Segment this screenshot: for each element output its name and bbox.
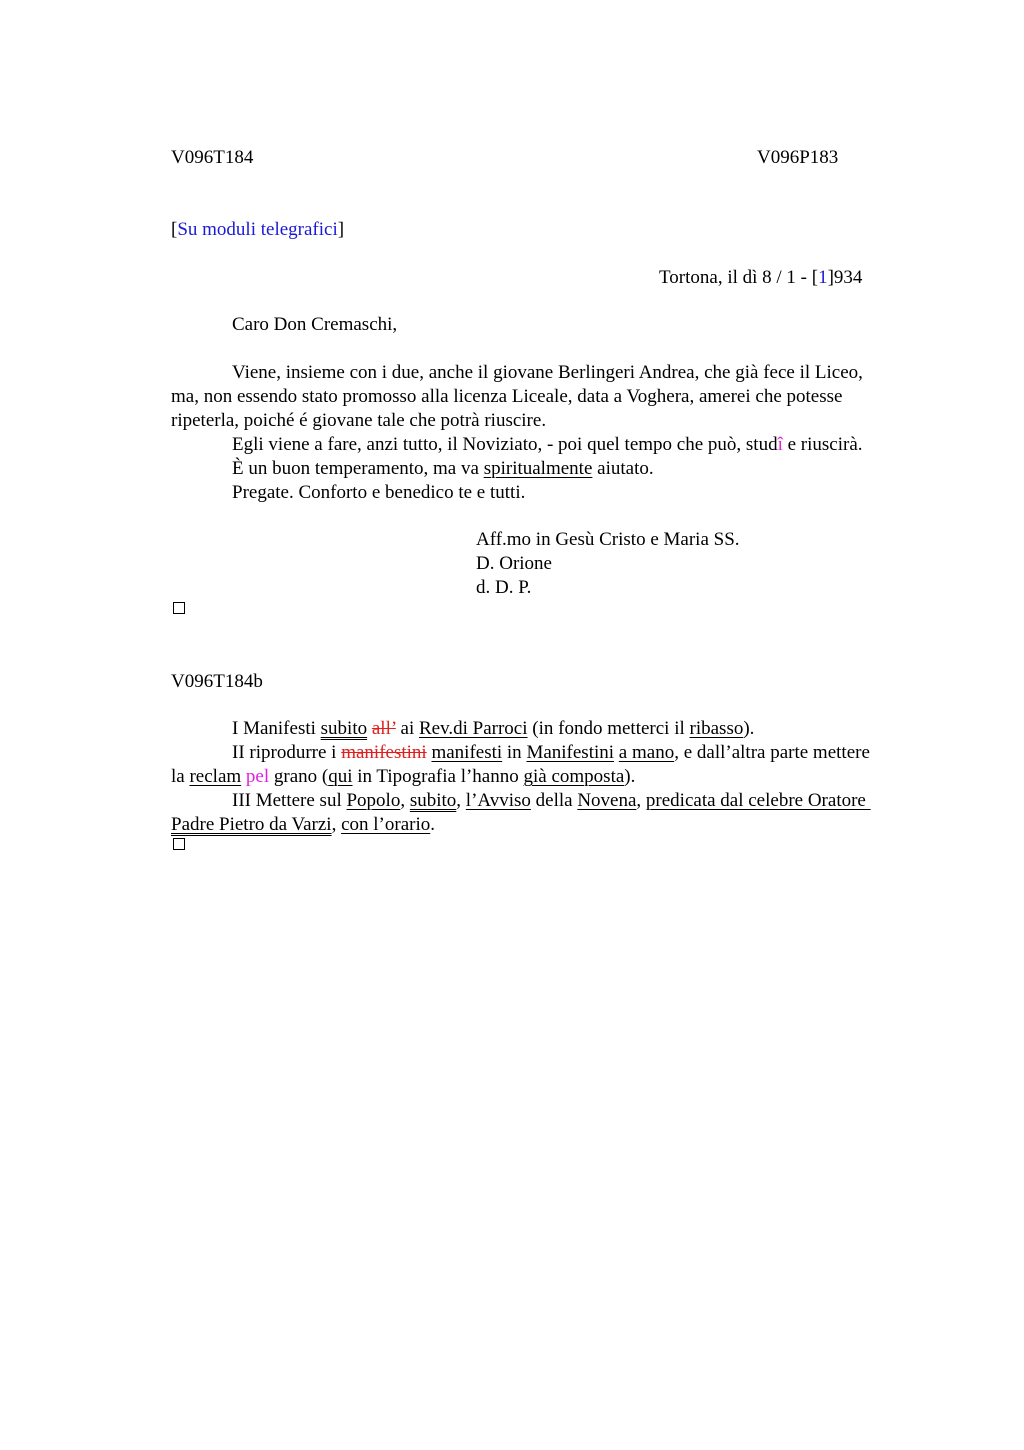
paragraph1-line2: ma, non essendo stato promosso alla licenza Liceale, data a Voghera, amerei che potesse	[171, 386, 843, 407]
s2l4-h: Novena	[577, 790, 637, 811]
end-square-icon	[173, 838, 185, 850]
note-open-bracket: [	[171, 219, 178, 240]
s2l5-a: Padre Pietro da Varzi	[171, 814, 332, 835]
s2l1-b: subito	[320, 718, 368, 739]
s2l3-a: la	[171, 766, 190, 787]
note-close-bracket: ]	[337, 219, 345, 240]
closing-line1: Aff.mo in Gesù Cristo e Maria SS.	[476, 529, 740, 550]
s2l4-i: ,	[636, 790, 646, 811]
section2-line3	[171, 765, 635, 789]
checkbox-square-icon	[173, 602, 185, 614]
editor-note	[171, 218, 344, 242]
s2l4-g: della	[530, 790, 578, 811]
paragraph3	[232, 457, 654, 481]
s2l3-e: grano (	[269, 766, 329, 787]
s2l5-d: .	[430, 814, 435, 835]
s2l4-f: l’Avviso	[465, 790, 531, 811]
p2-mark: î	[777, 434, 783, 455]
s2l3-b: reclam	[189, 766, 242, 787]
s2l2-e: in	[502, 742, 527, 763]
s2l2-i: , e dall’altra parte mettere	[674, 742, 870, 763]
s2l5-c: con l’orario	[341, 814, 431, 835]
paragraph4: Pregate. Conforto e benedico te e tutti.	[232, 482, 526, 503]
date-digit: 1	[818, 267, 828, 288]
note-text: Su moduli telegrafici	[177, 219, 338, 240]
section2-code: V096T184b	[171, 671, 263, 692]
p3-before: È un buon temperamento, ma va	[232, 458, 484, 479]
p3-underlined: spiritualmente	[483, 458, 593, 479]
s2l1-d: all’	[371, 718, 396, 739]
s2l1-h: ribasso	[689, 718, 744, 739]
section2-line1	[232, 717, 754, 741]
s2l3-h: già composta	[523, 766, 625, 787]
section2-line2	[232, 741, 870, 765]
p2-after: e riuscirà.	[782, 434, 863, 455]
s2l1-i: ).	[743, 718, 755, 739]
salutation: Caro Don Cremaschi,	[232, 314, 398, 335]
section2-line4	[232, 789, 871, 813]
date-line	[659, 266, 862, 290]
s2l4-c: ,	[400, 790, 410, 811]
p3-after: aiutato.	[592, 458, 654, 479]
s2l2-d: manifesti	[431, 742, 503, 763]
s2l4-j: predicata dal celebre Oratore	[645, 790, 871, 811]
closing-line3: d. D. P.	[476, 577, 532, 598]
s2l1-a: I Manifesti	[232, 718, 321, 739]
paragraph2	[232, 433, 863, 457]
p2-before: Egli viene a fare, anzi tutto, il Noviziato, - poi quel tempo che può, stud	[232, 434, 778, 455]
s2l2-f: Manifestini	[526, 742, 615, 763]
s2l2-a: II riprodurre i	[232, 742, 342, 763]
closing-signature: D. Orione	[476, 553, 552, 574]
s2l3-d: pel	[245, 766, 270, 787]
s2l4-e: ,	[456, 790, 466, 811]
s2l4-d: subito	[409, 790, 457, 811]
right-code: V096P183	[757, 147, 839, 168]
s2l4-b: Popolo	[346, 790, 401, 811]
left-code: V096T184	[171, 147, 254, 168]
paragraph1-line1: Viene, insieme con i due, anche il giovane Berlingeri Andrea, che già fece il Liceo,	[232, 362, 863, 383]
s2l1-g: (in fondo metterci il	[527, 718, 690, 739]
date-prefix: Tortona, il dì 8 / 1 - [	[659, 267, 819, 288]
s2l5-b: ,	[331, 814, 342, 835]
s2l4-a: III Mettere sul	[232, 790, 347, 811]
s2l3-i: ).	[624, 766, 636, 787]
paragraph1-line3: ripeterla, poiché é giovane tale che potrà riuscire.	[171, 410, 547, 431]
s2l2-h: a mano	[618, 742, 675, 763]
s2l1-e: ai	[395, 718, 419, 739]
section2-line5	[171, 813, 435, 837]
s2l3-f: qui	[328, 766, 353, 787]
date-suffix: ]934	[827, 267, 863, 288]
s2l3-g: in Tipografia l’hanno	[352, 766, 524, 787]
s2l1-f: Rev.di Parroci	[419, 718, 528, 739]
s2l2-b: manifestini	[341, 742, 427, 763]
